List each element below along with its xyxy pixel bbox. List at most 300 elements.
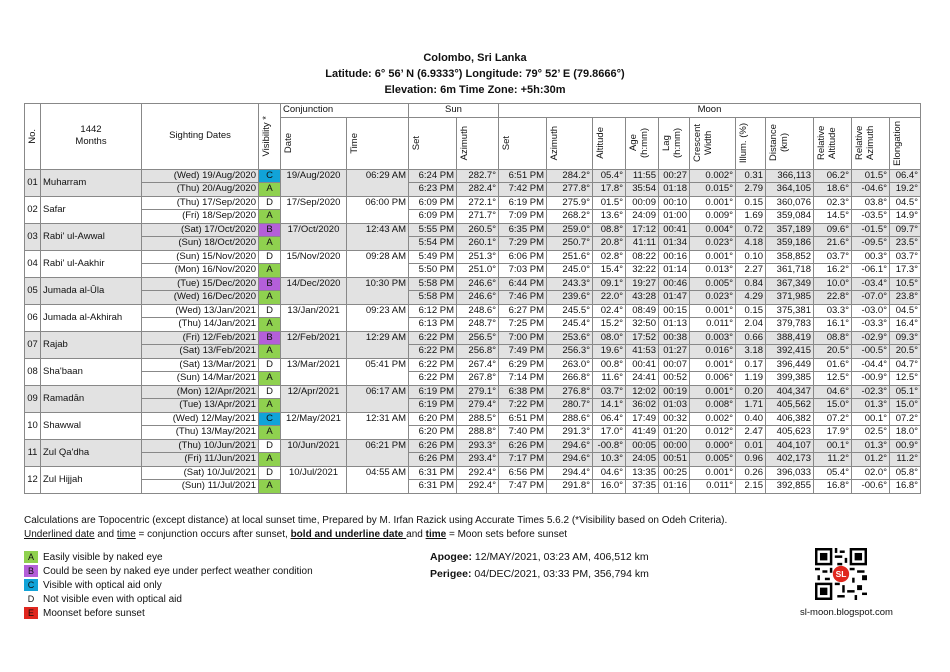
moon-altitude: 02.8° <box>593 250 626 264</box>
distance: 402,173 <box>766 453 814 467</box>
relative-azimuth: 03.8° <box>852 196 890 210</box>
moon-azimuth: 256.3° <box>547 345 593 359</box>
sun-azimuth: 272.1° <box>457 196 499 210</box>
table-row <box>25 223 921 237</box>
moon-altitude: 20.8° <box>593 237 626 251</box>
visibility-code: A <box>259 291 281 305</box>
moon-altitude: 10.3° <box>593 453 626 467</box>
moon-altitude: 17.8° <box>593 183 626 197</box>
illumination: 0.10 <box>736 250 766 264</box>
distance: 375,381 <box>766 304 814 318</box>
month-name: Rajab <box>41 331 142 358</box>
visibility-code: A <box>259 237 281 251</box>
age: 41:53 <box>626 345 659 359</box>
illumination: 4.18 <box>736 237 766 251</box>
relative-azimuth: -06.1° <box>852 264 890 278</box>
crescent-width: 0.002° <box>690 169 736 183</box>
relative-altitude: 16.8° <box>814 480 852 494</box>
col-rel-az: Relative Azimuth <box>852 117 890 169</box>
illumination: 0.01 <box>736 439 766 453</box>
month-number: 07 <box>25 331 41 358</box>
moon-altitude: 01.5° <box>593 196 626 210</box>
elongation: 10.5° <box>890 277 921 291</box>
crescent-width: 0.001° <box>690 466 736 480</box>
month-number: 10 <box>25 412 41 439</box>
legend-text: Easily visible by naked eye <box>43 551 163 563</box>
sighting-date: (Sun) 18/Oct/2020 <box>142 237 259 251</box>
sighting-date: (Sat) 10/Jul/2021 <box>142 466 259 480</box>
moon-altitude: 19.6° <box>593 345 626 359</box>
illumination: 2.04 <box>736 318 766 332</box>
sun-set: 5:58 PM <box>409 291 457 305</box>
lag: 00:46 <box>659 277 690 291</box>
distance: 396,449 <box>766 358 814 372</box>
conjunction-time: 04:55 AM <box>347 466 409 493</box>
illumination: 1.71 <box>736 399 766 413</box>
relative-azimuth: -04.6° <box>852 183 890 197</box>
age: 00:09 <box>626 196 659 210</box>
moon-altitude: 04.6° <box>593 466 626 480</box>
month-number: 03 <box>25 223 41 250</box>
moon-set: 6:26 PM <box>499 439 547 453</box>
age: 17:12 <box>626 223 659 237</box>
sun-azimuth: 282.4° <box>457 183 499 197</box>
sun-azimuth: 251.0° <box>457 264 499 278</box>
visibility-code: A <box>259 183 281 197</box>
distance: 404,347 <box>766 385 814 399</box>
elongation: 04.5° <box>890 304 921 318</box>
lag: 01:13 <box>659 318 690 332</box>
sighting-date: (Thu) 20/Aug/2020 <box>142 183 259 197</box>
month-number: 08 <box>25 358 41 385</box>
lag: 00:52 <box>659 372 690 386</box>
moon-set: 6:29 PM <box>499 358 547 372</box>
lag: 00:00 <box>659 439 690 453</box>
underline-note: Underlined date and time = conjunction occurs after sunset, bold and underline date and time = Moon sets before sunset <box>24 529 568 540</box>
elongation: 00.9° <box>890 439 921 453</box>
illumination: 0.72 <box>736 223 766 237</box>
table-row <box>25 466 921 480</box>
col-visibility: Visibility * <box>259 104 281 170</box>
relative-altitude: 00.1° <box>814 439 852 453</box>
crescent-width: 0.001° <box>690 358 736 372</box>
elongation: 11.2° <box>890 453 921 467</box>
distance: 396,033 <box>766 466 814 480</box>
moon-set: 7:29 PM <box>499 237 547 251</box>
sun-set: 5:55 PM <box>409 223 457 237</box>
moon-azimuth: 263.0° <box>547 358 593 372</box>
relative-azimuth: 01.2° <box>852 453 890 467</box>
conjunction-time: 09:23 AM <box>347 304 409 331</box>
moon-altitude: 15.2° <box>593 318 626 332</box>
sighting-date: (Tue) 13/Apr/2021 <box>142 399 259 413</box>
table-row <box>25 291 921 305</box>
sighting-date: (Sun) 11/Jul/2021 <box>142 480 259 494</box>
conjunction-date: 12/Apr/2021 <box>281 385 347 412</box>
col-rel-alt: Relative Altitude <box>814 117 852 169</box>
lag: 00:07 <box>659 358 690 372</box>
sighting-date: (Mon) 16/Nov/2020 <box>142 264 259 278</box>
legend-text: Could be seen by naked eye under perfect weather condition <box>43 565 313 577</box>
distance: 358,852 <box>766 250 814 264</box>
col-sighting-dates: Sighting Dates <box>142 104 259 170</box>
table-row <box>25 331 921 345</box>
moon-set: 7:03 PM <box>499 264 547 278</box>
elongation: 09.7° <box>890 223 921 237</box>
crescent-width: 0.012° <box>690 426 736 440</box>
distance: 371,985 <box>766 291 814 305</box>
month-number: 04 <box>25 250 41 277</box>
age: 37:35 <box>626 480 659 494</box>
lag: 01:00 <box>659 210 690 224</box>
elongation: 04.5° <box>890 196 921 210</box>
sighting-date: (Fri) 12/Feb/2021 <box>142 331 259 345</box>
month-number: 01 <box>25 169 41 196</box>
sighting-date: (Wed) 16/Dec/2020 <box>142 291 259 305</box>
sighting-date: (Sun) 14/Mar/2021 <box>142 372 259 386</box>
moon-azimuth: 250.7° <box>547 237 593 251</box>
moon-set: 6:06 PM <box>499 250 547 264</box>
col-no: No. <box>25 104 41 170</box>
relative-azimuth: -03.3° <box>852 318 890 332</box>
crescent-width: 0.006° <box>690 372 736 386</box>
table-row <box>25 318 921 332</box>
col-sun: Sun <box>409 104 499 118</box>
relative-altitude: 01.6° <box>814 358 852 372</box>
visibility-code: D <box>259 439 281 453</box>
illumination: 0.26 <box>736 466 766 480</box>
lag: 01:20 <box>659 426 690 440</box>
visibility-code: A <box>259 372 281 386</box>
sun-set: 6:22 PM <box>409 358 457 372</box>
table-row <box>25 196 921 210</box>
elongation: 09.3° <box>890 331 921 345</box>
moon-altitude: 05.4° <box>593 169 626 183</box>
col-conj-date: Date <box>281 117 347 169</box>
visibility-code: D <box>259 304 281 318</box>
visibility-code: A <box>259 264 281 278</box>
sun-azimuth: 248.6° <box>457 304 499 318</box>
distance: 392,415 <box>766 345 814 359</box>
coordinates: Latitude: 6° 56’ N (6.9333°) Longitude: 79° 52’ E (79.8666°) <box>325 68 625 80</box>
sun-set: 6:22 PM <box>409 372 457 386</box>
perigee: Perigee: 04/DEC/2021, 03:33 PM, 356,794 km <box>430 568 649 580</box>
sighting-date: (Wed) 19/Aug/2020 <box>142 169 259 183</box>
conjunction-time: 12:29 AM <box>347 331 409 358</box>
conjunction-date: 19/Aug/2020 <box>281 169 347 196</box>
legend-swatch: B <box>24 565 38 577</box>
col-conj-time: Time <box>347 117 409 169</box>
moon-azimuth: 243.3° <box>547 277 593 291</box>
visibility-code: D <box>259 358 281 372</box>
relative-azimuth: 00.1° <box>852 412 890 426</box>
age: 08:22 <box>626 250 659 264</box>
moon-set: 7:42 PM <box>499 183 547 197</box>
sun-set: 6:20 PM <box>409 426 457 440</box>
age: 32:50 <box>626 318 659 332</box>
conjunction-time: 12:31 AM <box>347 412 409 439</box>
illumination: 4.29 <box>736 291 766 305</box>
table-row <box>25 210 921 224</box>
table-row <box>25 480 921 494</box>
moon-set: 7:17 PM <box>499 453 547 467</box>
distance: 379,783 <box>766 318 814 332</box>
relative-altitude: 21.6° <box>814 237 852 251</box>
moon-set: 6:56 PM <box>499 466 547 480</box>
moon-azimuth: 291.3° <box>547 426 593 440</box>
age: 35:54 <box>626 183 659 197</box>
crescent-width: 0.005° <box>690 277 736 291</box>
relative-azimuth: 02.5° <box>852 426 890 440</box>
month-number: 02 <box>25 196 41 223</box>
lag: 00:51 <box>659 453 690 467</box>
illumination: 0.17 <box>736 358 766 372</box>
month-number: 06 <box>25 304 41 331</box>
relative-azimuth: -03.5° <box>852 210 890 224</box>
elongation: 07.2° <box>890 412 921 426</box>
moon-set: 6:35 PM <box>499 223 547 237</box>
sun-azimuth: 260.5° <box>457 223 499 237</box>
sun-set: 6:19 PM <box>409 399 457 413</box>
moon-set: 6:51 PM <box>499 412 547 426</box>
relative-azimuth: -07.0° <box>852 291 890 305</box>
moon-set: 6:38 PM <box>499 385 547 399</box>
moon-altitude: 22.0° <box>593 291 626 305</box>
lag: 00:41 <box>659 223 690 237</box>
moon-set: 7:49 PM <box>499 345 547 359</box>
sun-set: 5:54 PM <box>409 237 457 251</box>
svg-text:SL: SL <box>835 569 847 580</box>
moon-altitude: 13.6° <box>593 210 626 224</box>
relative-azimuth: 01.3° <box>852 439 890 453</box>
conjunction-date: 12/Feb/2021 <box>281 331 347 358</box>
legend-text: Moonset before sunset <box>43 607 145 619</box>
conjunction-time: 06:17 AM <box>347 385 409 412</box>
moon-azimuth: 294.4° <box>547 466 593 480</box>
month-name: Zul Hijjah <box>41 466 142 493</box>
sun-azimuth: 256.8° <box>457 345 499 359</box>
table-row <box>25 426 921 440</box>
relative-altitude: 12.5° <box>814 372 852 386</box>
relative-altitude: 14.5° <box>814 210 852 224</box>
relative-altitude: 11.2° <box>814 453 852 467</box>
illumination: 0.66 <box>736 331 766 345</box>
sun-azimuth: 260.1° <box>457 237 499 251</box>
month-name: Ramadān <box>41 385 142 412</box>
moon-set: 6:51 PM <box>499 169 547 183</box>
sun-set: 6:31 PM <box>409 480 457 494</box>
moon-altitude: -00.8° <box>593 439 626 453</box>
sighting-date: (Thu) 14/Jan/2021 <box>142 318 259 332</box>
relative-azimuth: -03.0° <box>852 304 890 318</box>
lag: 01:27 <box>659 345 690 359</box>
relative-azimuth: -02.9° <box>852 331 890 345</box>
age: 24:05 <box>626 453 659 467</box>
moon-set: 7:46 PM <box>499 291 547 305</box>
illumination: 0.20 <box>736 385 766 399</box>
col-lag: Lag (h:mm) <box>659 117 690 169</box>
sighting-date: (Fri) 18/Sep/2020 <box>142 210 259 224</box>
moon-azimuth: 239.6° <box>547 291 593 305</box>
visibility-code: A <box>259 345 281 359</box>
conjunction-date: 13/Jan/2021 <box>281 304 347 331</box>
elongation: 16.8° <box>890 480 921 494</box>
visibility-code: A <box>259 480 281 494</box>
relative-azimuth: -00.5° <box>852 345 890 359</box>
conjunction-date: 15/Nov/2020 <box>281 250 347 277</box>
legend-swatch: E <box>24 607 38 619</box>
relative-altitude: 03.7° <box>814 250 852 264</box>
conjunction-date: 14/Dec/2020 <box>281 277 347 304</box>
table-row <box>25 277 921 291</box>
crescent-width: 0.001° <box>690 385 736 399</box>
illumination: 2.47 <box>736 426 766 440</box>
moon-set: 7:25 PM <box>499 318 547 332</box>
distance: 359,084 <box>766 210 814 224</box>
distance: 406,382 <box>766 412 814 426</box>
age: 36:02 <box>626 399 659 413</box>
sun-set: 6:24 PM <box>409 169 457 183</box>
distance: 366,113 <box>766 169 814 183</box>
moon-azimuth: 284.2° <box>547 169 593 183</box>
visibility-code: B <box>259 277 281 291</box>
moon-set: 7:00 PM <box>499 331 547 345</box>
sighting-date: (Wed) 13/Jan/2021 <box>142 304 259 318</box>
illumination: 3.18 <box>736 345 766 359</box>
crescent-width: 0.004° <box>690 223 736 237</box>
month-name: Zul Qa'dha <box>41 439 142 466</box>
age: 41:49 <box>626 426 659 440</box>
table-row <box>25 358 921 372</box>
relative-altitude: 10.0° <box>814 277 852 291</box>
col-width: Crescent Width <box>690 117 736 169</box>
visibility-code: A <box>259 318 281 332</box>
lag: 00:19 <box>659 385 690 399</box>
sun-set: 6:20 PM <box>409 412 457 426</box>
sun-azimuth: 288.8° <box>457 426 499 440</box>
distance: 405,623 <box>766 426 814 440</box>
sun-set: 6:09 PM <box>409 210 457 224</box>
crescent-width: 0.002° <box>690 412 736 426</box>
sun-set: 6:12 PM <box>409 304 457 318</box>
month-name: Sha'baan <box>41 358 142 385</box>
crescent-width: 0.003° <box>690 331 736 345</box>
sighting-date: (Thu) 13/May/2021 <box>142 426 259 440</box>
age: 43:28 <box>626 291 659 305</box>
age: 00:41 <box>626 358 659 372</box>
moon-azimuth: 276.8° <box>547 385 593 399</box>
illumination: 0.15 <box>736 196 766 210</box>
crescent-width: 0.001° <box>690 304 736 318</box>
lag: 00:27 <box>659 169 690 183</box>
distance: 388,419 <box>766 331 814 345</box>
elongation: 03.7° <box>890 250 921 264</box>
age: 08:49 <box>626 304 659 318</box>
lag: 00:32 <box>659 412 690 426</box>
table-row <box>25 399 921 413</box>
sun-azimuth: 279.1° <box>457 385 499 399</box>
crescent-width: 0.005° <box>690 453 736 467</box>
conjunction-date: 17/Sep/2020 <box>281 196 347 223</box>
visibility-code: B <box>259 331 281 345</box>
moon-set: 7:14 PM <box>499 372 547 386</box>
sun-azimuth: 267.8° <box>457 372 499 386</box>
conjunction-time: 06:21 PM <box>347 439 409 466</box>
age: 41:11 <box>626 237 659 251</box>
conjunction-date: 10/Jul/2021 <box>281 466 347 493</box>
moon-altitude: 14.1° <box>593 399 626 413</box>
sighting-date: (Sun) 15/Nov/2020 <box>142 250 259 264</box>
table-row <box>25 304 921 318</box>
illumination: 2.79 <box>736 183 766 197</box>
relative-altitude: 18.6° <box>814 183 852 197</box>
lag: 00:10 <box>659 196 690 210</box>
moon-set: 6:19 PM <box>499 196 547 210</box>
sighting-date: (Thu) 10/Jun/2021 <box>142 439 259 453</box>
moon-azimuth: 251.6° <box>547 250 593 264</box>
col-moon-altitude: Altitude <box>593 117 626 169</box>
relative-azimuth: -00.6° <box>852 480 890 494</box>
relative-azimuth: -09.5° <box>852 237 890 251</box>
col-moon: Moon <box>499 104 921 118</box>
crescent-width: 0.015° <box>690 183 736 197</box>
relative-altitude: 07.2° <box>814 412 852 426</box>
conjunction-time: 05:41 PM <box>347 358 409 385</box>
distance: 364,105 <box>766 183 814 197</box>
moon-altitude: 00.8° <box>593 358 626 372</box>
sun-azimuth: 256.5° <box>457 331 499 345</box>
month-name: Rabi' ul-Awwal <box>41 223 142 250</box>
conjunction-time: 09:28 AM <box>347 250 409 277</box>
elongation: 04.7° <box>890 358 921 372</box>
moon-set: 6:44 PM <box>499 277 547 291</box>
elongation: 06.4° <box>890 169 921 183</box>
month-name: Shawwal <box>41 412 142 439</box>
illumination: 0.15 <box>736 304 766 318</box>
table-row <box>25 453 921 467</box>
relative-altitude: 08.8° <box>814 331 852 345</box>
visibility-code: A <box>259 453 281 467</box>
sun-set: 6:26 PM <box>409 439 457 453</box>
elongation: 23.8° <box>890 291 921 305</box>
elongation: 20.5° <box>890 345 921 359</box>
legend-text: Not visible even with optical aid <box>43 593 182 605</box>
moon-altitude: 11.6° <box>593 372 626 386</box>
age: 13:35 <box>626 466 659 480</box>
distance: 357,189 <box>766 223 814 237</box>
conjunction-date: 17/Oct/2020 <box>281 223 347 250</box>
crescent-width: 0.023° <box>690 291 736 305</box>
sun-azimuth: 248.7° <box>457 318 499 332</box>
elongation: 05.8° <box>890 466 921 480</box>
sighting-date: (Sat) 13/Feb/2021 <box>142 345 259 359</box>
visibility-code: D <box>259 250 281 264</box>
legend-item <box>24 578 313 592</box>
table-row <box>25 237 921 251</box>
sun-azimuth: 288.5° <box>457 412 499 426</box>
relative-altitude: 04.6° <box>814 385 852 399</box>
sighting-date: (Tue) 15/Dec/2020 <box>142 277 259 291</box>
visibility-code: A <box>259 399 281 413</box>
moon-altitude: 02.4° <box>593 304 626 318</box>
moon-azimuth: 288.6° <box>547 412 593 426</box>
moon-altitude: 06.4° <box>593 412 626 426</box>
sun-set: 5:49 PM <box>409 250 457 264</box>
moon-altitude: 08.8° <box>593 223 626 237</box>
col-distance: Distance (km) <box>766 117 814 169</box>
lag: 01:16 <box>659 480 690 494</box>
relative-altitude: 17.9° <box>814 426 852 440</box>
